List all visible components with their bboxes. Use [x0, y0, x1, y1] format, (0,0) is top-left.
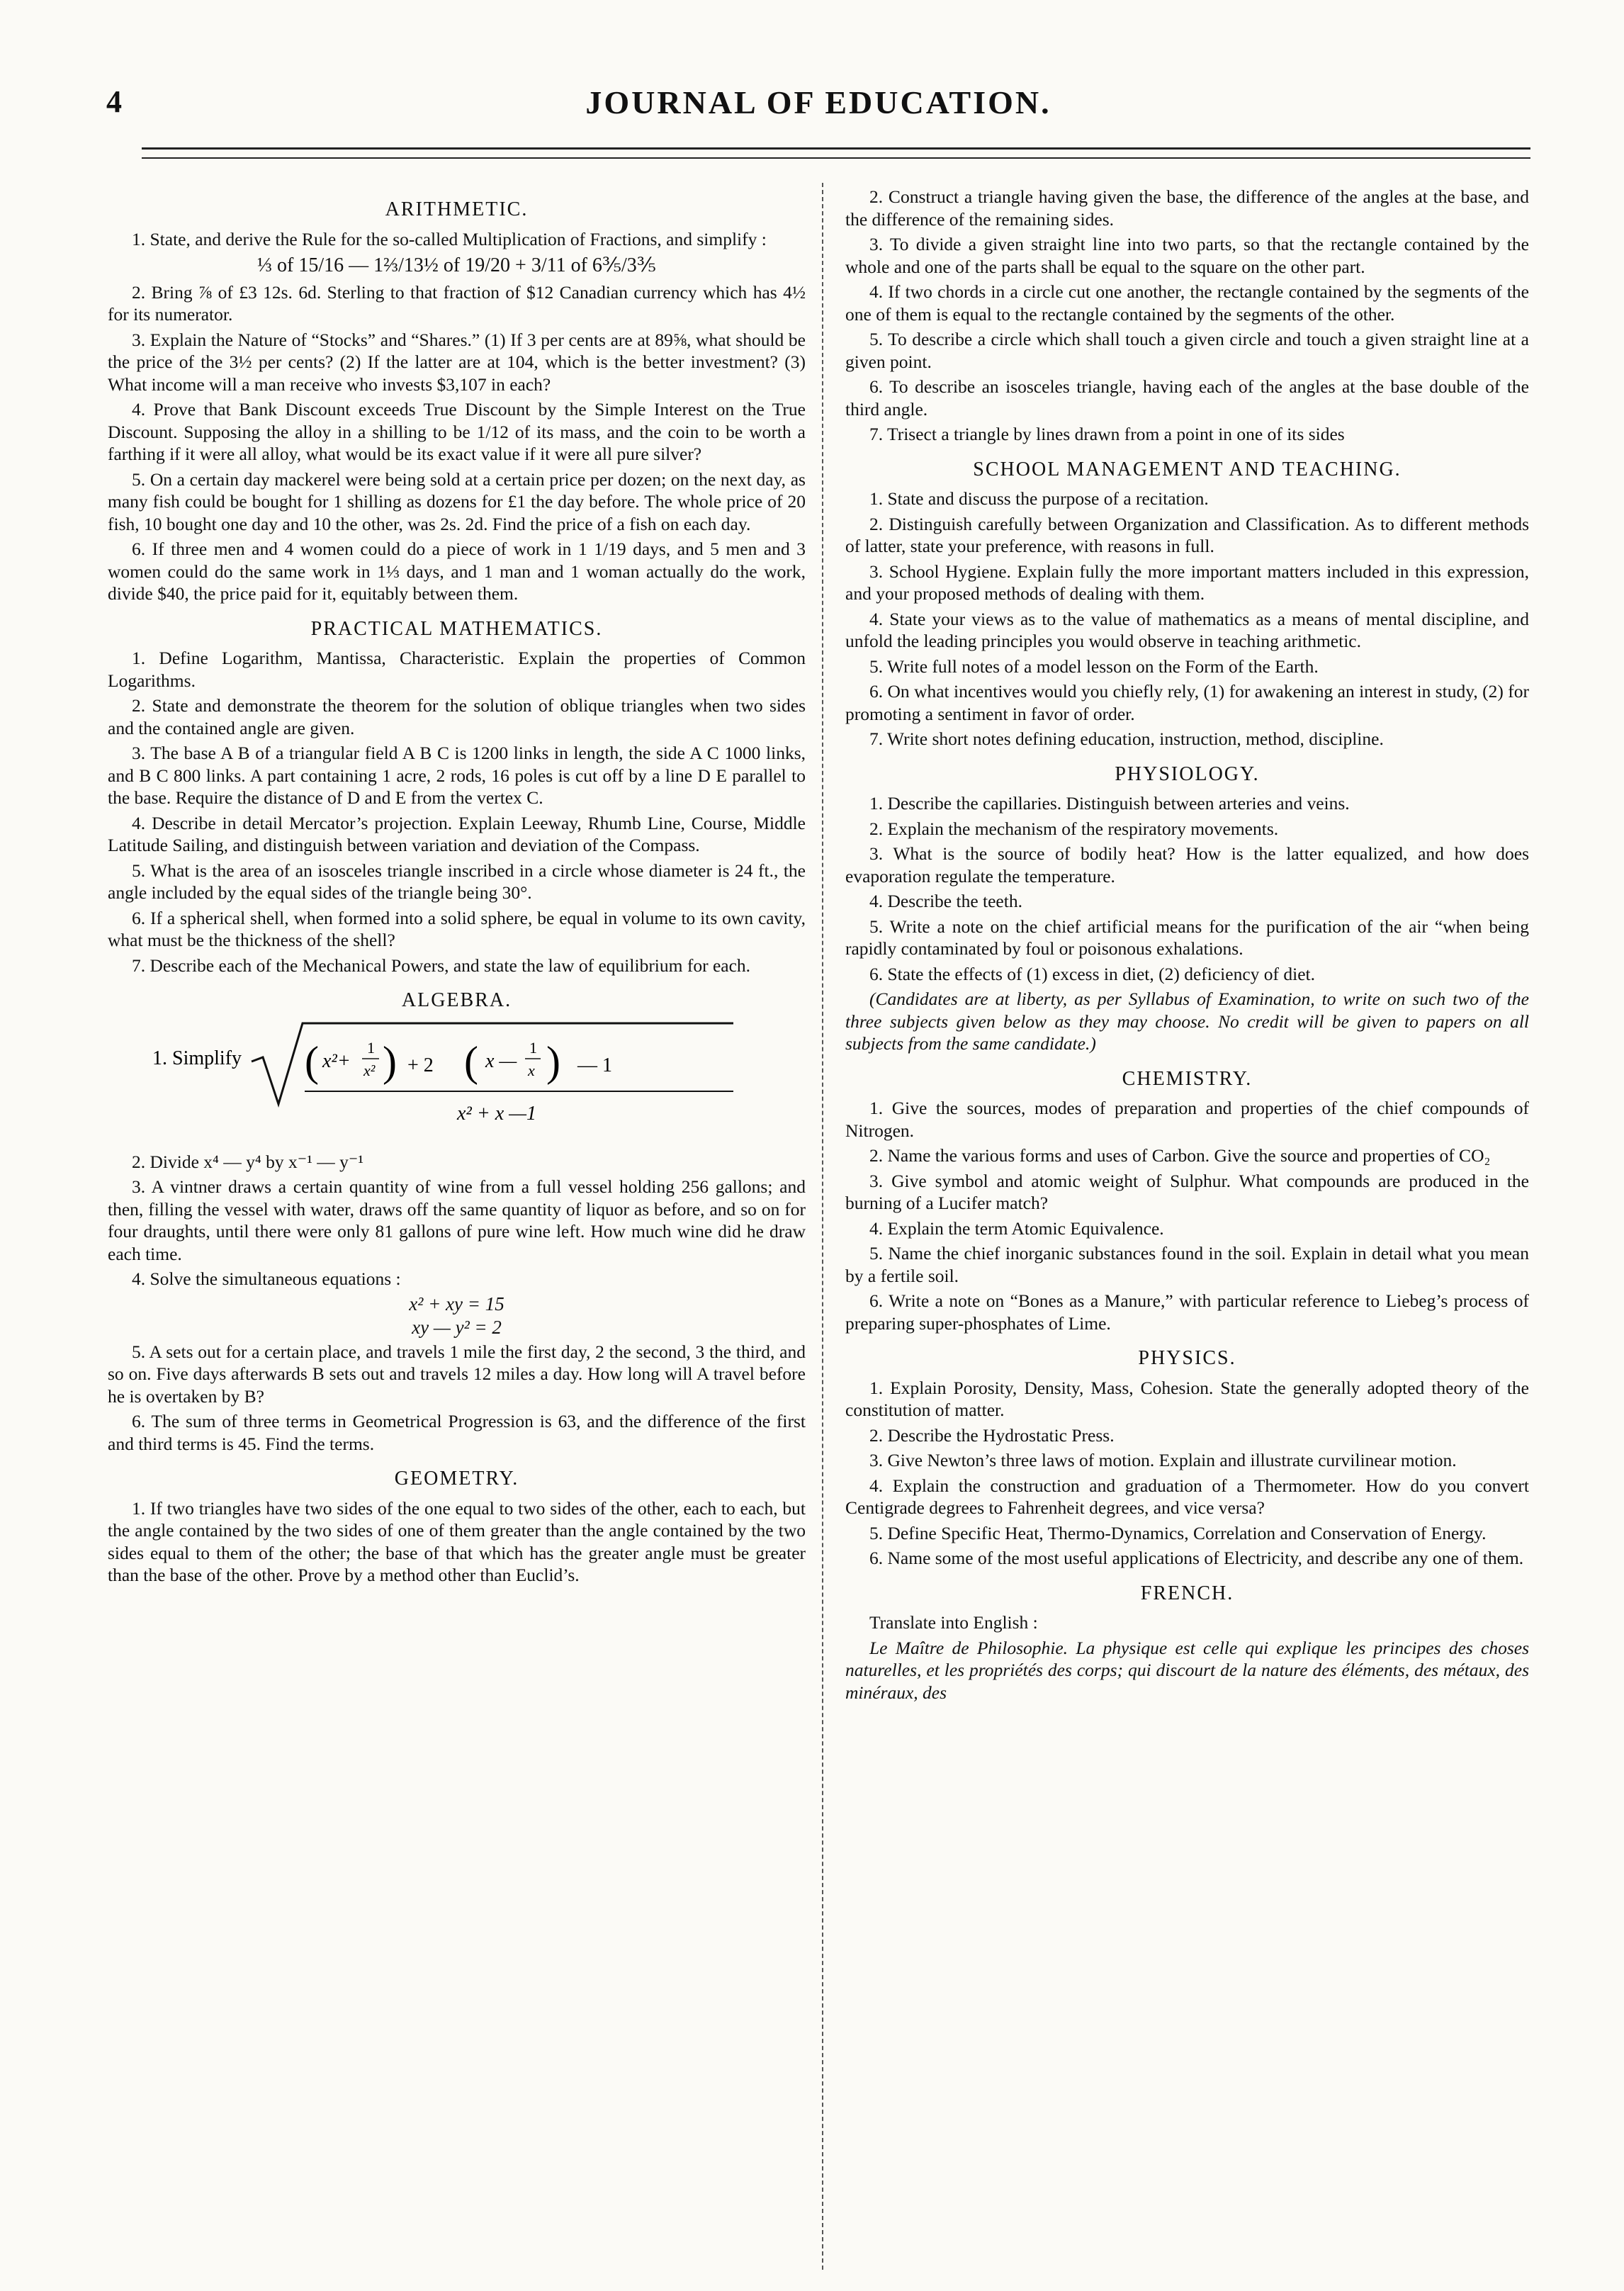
svg-text:x²: x²	[363, 1061, 375, 1079]
question: 3. Give Newton’s three laws of motion. Explain and illustrate curvilinear motion.	[869, 1450, 1457, 1470]
algebra-radical-expression	[108, 1020, 806, 1141]
question: 4. Prove that Bank Discount exceeds True Discount by the Simple Interest on the True Discount. Supposing the alloy in a shilling to be 1/12 of its mass, and the coin to be worth a farthing if it were all alloy, what would be its exact value if it were all pure silver?	[108, 399, 806, 464]
question: 3. Give symbol and atomic weight of Sulphur. What compounds are produced in the burning of a Lucifer match?	[845, 1170, 1529, 1213]
question: 5. Write a note on the chief artificial means for the purification of the air “when being rapidly contaminated by foul or poisonous exhalations.	[845, 916, 1529, 959]
svg-text:1: 1	[529, 1038, 537, 1057]
section-geometry	[108, 1468, 806, 1587]
svg-text:1: 1	[366, 1038, 375, 1057]
algebra-q1-label: 1. Simplify	[152, 1047, 242, 1069]
section-title: ALGEBRA.	[401, 989, 512, 1011]
question: 1. Define Logarithm, Mantissa, Characteristic. Explain the properties of Common Logarithms.	[108, 648, 806, 691]
instruction: Translate into English :	[869, 1612, 1038, 1633]
svg-text:x —: x —	[485, 1049, 517, 1072]
journal-title: JOURNAL OF EDUCATION.	[585, 84, 1051, 120]
question: 1. Explain Porosity, Density, Mass, Cohesion. State the generally adopted theory of the constitution of matter.	[845, 1377, 1529, 1420]
question: 6. The sum of three terms in Geometrical Progression is 63, and the difference of the first and third terms is 45. Find the terms.	[108, 1411, 806, 1454]
section-geometry-continued	[845, 186, 1529, 446]
question: 4. Explain the construction and graduation of a Thermometer. How do you convert Centigrade degrees to Fahrenheit degrees, and vice versa?	[845, 1475, 1529, 1518]
question: 1. If two triangles have two sides of the one equal to two sides of the other, each to each, but the angle contained by the two sides of one of them greater than the angle contained by the two sides equal to them of the other; the base of that which has the greater angle must be greater than the base of the other. Prove by a method other than Euclid’s.	[108, 1497, 806, 1585]
section-title: CHEMISTRY.	[1122, 1067, 1253, 1090]
question: 5. To describe a circle which shall touch a given circle and touch a given straight line at a given point.	[845, 329, 1529, 372]
section-physics	[845, 1347, 1529, 1570]
svg-text:(: (	[463, 1037, 478, 1085]
question: 4. State your views as to the value of mathematics as a means of mental discipline, and unfold the leading principles you would observe in teaching arithmetic.	[845, 608, 1529, 651]
section-physiology	[845, 763, 1529, 1055]
header-rule-thin	[142, 157, 1530, 159]
svg-text:(: (	[304, 1037, 319, 1085]
section-title: PRACTICAL MATHEMATICS.	[310, 617, 603, 640]
column-divider	[822, 183, 823, 2270]
question: 6. If a spherical shell, when formed into a solid sphere, be equal in volume to its own cavity, what must be the thickness of the shell?	[108, 907, 806, 950]
question: 2. Construct a triangle having given the base, the difference of the angles at the base, and the difference of the remaining sides.	[845, 186, 1529, 230]
question: 4. If two chords in a circle cut one another, the rectangle contained by the segments of the one of them is equal to the rectangle contained by the segments of the other.	[845, 281, 1529, 325]
question: 5. On a certain day mackerel were being sold at a certain price per dozen; on the next day, as many fish could be bought for 1 shilling as dozens for £1 the day before. The whole price of 20 fish, 10 bought one day and 10 the other, was 2s. 2d. Find the price of a fish on each day.	[108, 468, 806, 534]
question: 7. Trisect a triangle by lines drawn from a point in one of its sides	[869, 424, 1345, 444]
section-title: FRENCH.	[1140, 1582, 1234, 1604]
question: 2. Bring ⅞ of £3 12s. 6d. Sterling to that fraction of $12 Canadian currency which has 4½ for its numerator.	[108, 281, 806, 325]
question: 1. Give the sources, modes of preparation and properties of the chief compounds of Nitrogen.	[845, 1098, 1529, 1141]
svg-text:): )	[382, 1037, 397, 1085]
section-arithmetic	[108, 198, 806, 605]
question: 3. A vintner draws a certain quantity of wine from a full vessel holding 256 gallons; and then, filling the vessel with water, draws off the same quantity of liquor as before, and so on for four draughts, until there were only 81 gallons of pure wine left. How much wine did he draw each time.	[108, 1176, 806, 1264]
question: 4. Solve the simultaneous equations :	[132, 1268, 401, 1289]
section-practical-mathematics	[108, 618, 806, 977]
question: 5. What is the area of an isosceles triangle inscribed in a circle whose diameter is 24 ft., the angle included by the equal sides of the triangle being 30°.	[108, 860, 806, 903]
question: 6. On what incentives would you chiefly rely, (1) for awakening an interest in study, (2) for promoting a sentiment in favor of order.	[845, 681, 1529, 724]
section-title: SCHOOL MANAGEMENT AND TEACHING.	[973, 458, 1402, 480]
svg-text:x: x	[527, 1061, 535, 1079]
question: 1. Describe the capillaries. Distinguish between arteries and veins.	[869, 793, 1350, 814]
question: 3. To divide a given straight line into two parts, so that the rectangle contained by the whole and one of the parts shall be equal to the square on the other part.	[845, 234, 1529, 277]
question: 5. Define Specific Heat, Thermo-Dynamics, Correlation and Conservation of Energy.	[869, 1522, 1487, 1543]
question: 3. The base A B of a triangular field A B C is 1200 links in length, the side A C 1000 links, and B C 800 links. A part containing 1 acre, 2 rods, 16 poles is cut off by a line D E parallel to the base. Require the distance of D and E from the vertex C.	[108, 743, 806, 808]
question: 1. State and discuss the purpose of a recitation.	[869, 488, 1209, 509]
question: 4. Explain the term Atomic Equivalence.	[869, 1217, 1164, 1239]
section-title: PHYSIOLOGY.	[1115, 762, 1260, 785]
svg-text:x²+: x²+	[322, 1049, 351, 1072]
question: 4. Describe in detail Mercator’s projection. Explain Leeway, Rhumb Line, Course, Middle Latitude Sailing, and distinguish between variation and deviation of the Compass.	[108, 812, 806, 855]
section-french	[845, 1582, 1529, 1704]
question: 2. Distinguish carefully between Organization and Classification. As to different methods of latter, state your preference, with reasons in full.	[845, 513, 1529, 556]
question: 3. What is the source of bodily heat? How is the latter equalized, and how does evaporation regulate the temperature.	[845, 843, 1529, 886]
section-title: ARITHMETIC.	[385, 198, 529, 220]
question: 5. Write full notes of a model lesson on the Form of the Earth.	[869, 655, 1319, 677]
radical-formula-figure	[152, 1020, 762, 1141]
question: 2. Name the various forms and uses of Carbon. Give the source and properties of CO₂	[869, 1145, 1491, 1166]
question: 6. Name some of the most useful applications of Electricity, and describe any one of them.	[869, 1548, 1524, 1568]
question: 7. Describe each of the Mechanical Powers, and state the law of equilibrium for each.	[132, 955, 751, 976]
svg-text:): )	[546, 1037, 560, 1085]
question: 2. Divide x⁴ — y⁴ by x⁻¹ — y⁻¹	[132, 1151, 364, 1172]
svg-text:+ 2: + 2	[407, 1054, 434, 1076]
question: 6. Write a note on “Bones as a Manure,” with particular reference to Liebeg’s process of preparing super-phosphates of Lime.	[845, 1290, 1529, 1334]
svg-text:x² + x —1: x² + x —1	[456, 1102, 536, 1125]
question: 5. A sets out for a certain place, and travels 1 mile the first day, 2 the second, 3 the third, and so on. Five days afterwards B sets out and travels 12 miles a day. How long will A travel before he is overtaken by B?	[108, 1341, 806, 1407]
french-passage: Le Maître de Philosophie. La physique est celle qui explique les principes des choses naturelles, et les propriétés des corps; qui discourt de la nature des éléments, des métaux, des minéraux, des	[845, 1637, 1529, 1703]
question: 7. Write short notes defining education, instruction, method, discipline.	[869, 728, 1384, 749]
question: 6. If three men and 4 women could do a piece of work in 1 1/19 days, and 5 men and 3 women could do the same work in 1⅓ days, and 1 man and 1 woman actually do the work, divide $40, the price paid for it, equitably between them.	[108, 539, 806, 604]
svg-text:— 1: — 1	[577, 1054, 612, 1076]
right-column	[845, 186, 1529, 1706]
question: 2. Explain the mechanism of the respiratory movements.	[869, 818, 1279, 839]
question: 3. Explain the Nature of “Stocks” and “Shares.” (1) If 3 per cents are at 89⅝, what should be the price of the 3½ per cents? (2) If the latter are at 104, which is the better investment? (3) What income will a man receive who invests $3,107 in each?	[108, 329, 806, 395]
question: 2. Describe the Hydrostatic Press.	[869, 1424, 1115, 1446]
candidates-note: (Candidates are at liberty, as per Syllabus of Examination, to write on such two of the three subjects given below as they may choose. No credit will be given to papers on all subjects from the same candidate.)	[845, 989, 1529, 1054]
page-header	[106, 84, 1530, 126]
equation: xy — y² = 2	[412, 1317, 502, 1338]
section-title: GEOMETRY.	[394, 1468, 519, 1490]
section-title: PHYSICS.	[1138, 1347, 1236, 1369]
section-algebra	[108, 989, 806, 1455]
question: 5. Name the chief inorganic substances found in the soil. Explain in detail what you mean by a fertile soil.	[845, 1243, 1529, 1286]
left-column	[108, 186, 806, 1589]
header-rule	[142, 147, 1530, 150]
question: 6. State the effects of (1) excess in diet, (2) deficiency of diet.	[869, 963, 1315, 984]
section-chemistry	[845, 1068, 1529, 1335]
question: 6. To describe an isosceles triangle, having each of the angles at the base double of the third angle.	[845, 376, 1529, 420]
question: 1. State, and derive the Rule for the so-called Multiplication of Fractions, and simplify :	[132, 228, 767, 249]
question: 4. Describe the teeth.	[869, 891, 1022, 911]
question: 2. State and demonstrate the theorem for the solution of oblique triangles when two sides and the contained angle are given.	[108, 695, 806, 738]
section-school-management	[845, 458, 1529, 750]
arithmetic-expression: ⅓ of 15/16 — 1⅔/13½ of 19/20 + 3/11 of 6⅗/3⅗	[257, 254, 656, 276]
equation: x² + xy = 15	[409, 1293, 504, 1315]
page-number: 4	[106, 84, 122, 119]
question: 3. School Hygiene. Explain fully the more important matters included in this expression, and your proposed methods of dealing with them.	[845, 561, 1529, 604]
